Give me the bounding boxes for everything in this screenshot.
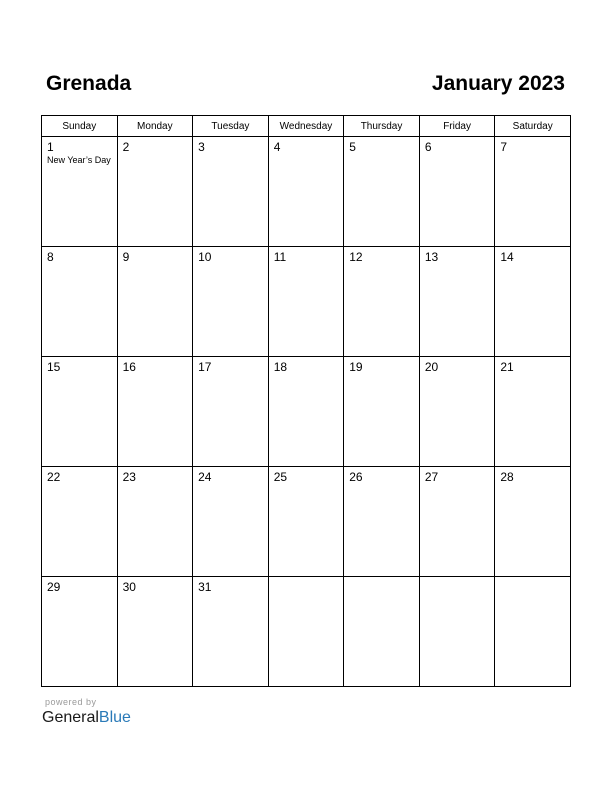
day-cell (42, 467, 118, 577)
month-calendar-grid (41, 115, 571, 687)
day-cell (193, 247, 269, 357)
day-number: 8 (47, 250, 54, 264)
day-cell (42, 357, 118, 467)
day-cell-empty (495, 577, 571, 687)
week-row (42, 137, 571, 247)
day-number: 26 (349, 470, 363, 484)
day-number: 19 (349, 360, 363, 374)
day-number: 6 (424, 140, 432, 154)
day-cell (268, 357, 344, 467)
day-number: 1 (47, 140, 54, 154)
day-cell (117, 137, 193, 247)
day-number: 22 (47, 470, 61, 484)
day-cell-empty (268, 577, 344, 687)
holiday-label: New Year’s Day (47, 155, 111, 165)
day-cell (268, 467, 344, 577)
weekday-header: Thursday (344, 116, 420, 137)
weekday-header: Friday (419, 116, 495, 137)
day-cell (42, 577, 118, 687)
weekday-header: Saturday (495, 116, 571, 137)
day-cell (419, 247, 495, 357)
day-number: 21 (500, 360, 514, 374)
day-number: 18 (273, 360, 288, 374)
week-row (42, 467, 571, 577)
day-cell (42, 137, 118, 247)
day-cell (495, 357, 571, 467)
day-cell (495, 467, 571, 577)
day-number: 17 (198, 360, 212, 374)
weekday-header-row (42, 116, 571, 137)
powered-by-label: powered by (45, 697, 97, 707)
day-number: 28 (500, 470, 514, 484)
calendar-country-title: Grenada (46, 72, 132, 95)
day-number: 23 (122, 470, 136, 484)
day-cell-empty (419, 577, 495, 687)
day-number: 5 (349, 140, 356, 154)
day-cell (193, 137, 269, 247)
day-number: 31 (198, 580, 212, 594)
day-cell (419, 137, 495, 247)
weekday-header: Sunday (42, 116, 118, 137)
day-cell (193, 467, 269, 577)
brand-blue-text: Blue (98, 709, 131, 726)
weekday-header: Tuesday (193, 116, 269, 137)
day-number: 7 (500, 140, 508, 154)
day-number: 9 (122, 250, 130, 264)
day-number: 12 (349, 250, 363, 264)
day-number: 14 (500, 250, 514, 264)
week-row (42, 357, 571, 467)
week-row (42, 577, 571, 687)
day-cell (117, 577, 193, 687)
day-number: 24 (198, 470, 212, 484)
day-number: 15 (47, 360, 61, 374)
day-cell-empty (344, 577, 420, 687)
day-cell (193, 577, 269, 687)
day-cell (419, 467, 495, 577)
day-number: 27 (424, 470, 439, 484)
weekday-header: Monday (117, 116, 193, 137)
day-cell (42, 247, 118, 357)
day-cell (495, 247, 571, 357)
day-number: 20 (424, 360, 439, 374)
day-number: 30 (122, 580, 136, 594)
day-number: 16 (122, 360, 136, 374)
day-number: 4 (273, 140, 281, 154)
day-number: 3 (198, 140, 205, 154)
week-row (42, 247, 571, 357)
day-cell (193, 357, 269, 467)
day-number: 13 (424, 250, 439, 264)
day-cell (344, 357, 420, 467)
day-number: 25 (273, 470, 288, 484)
day-cell (268, 247, 344, 357)
day-cell (117, 247, 193, 357)
brand-general-text: General (42, 709, 99, 726)
day-cell (495, 137, 571, 247)
day-number: 10 (198, 250, 212, 264)
day-cell (117, 357, 193, 467)
day-number: 29 (47, 580, 61, 594)
day-cell (344, 247, 420, 357)
calendar-month-title: January 2023 (431, 72, 565, 95)
generalblue-branding (42, 697, 131, 728)
weekday-header: Wednesday (268, 116, 344, 137)
day-number: 2 (122, 140, 130, 154)
day-cell (344, 467, 420, 577)
day-number: 11 (273, 250, 287, 264)
day-cell (117, 467, 193, 577)
day-cell (344, 137, 420, 247)
generalblue-logo (42, 708, 131, 728)
day-cell (419, 357, 495, 467)
day-cell (268, 137, 344, 247)
